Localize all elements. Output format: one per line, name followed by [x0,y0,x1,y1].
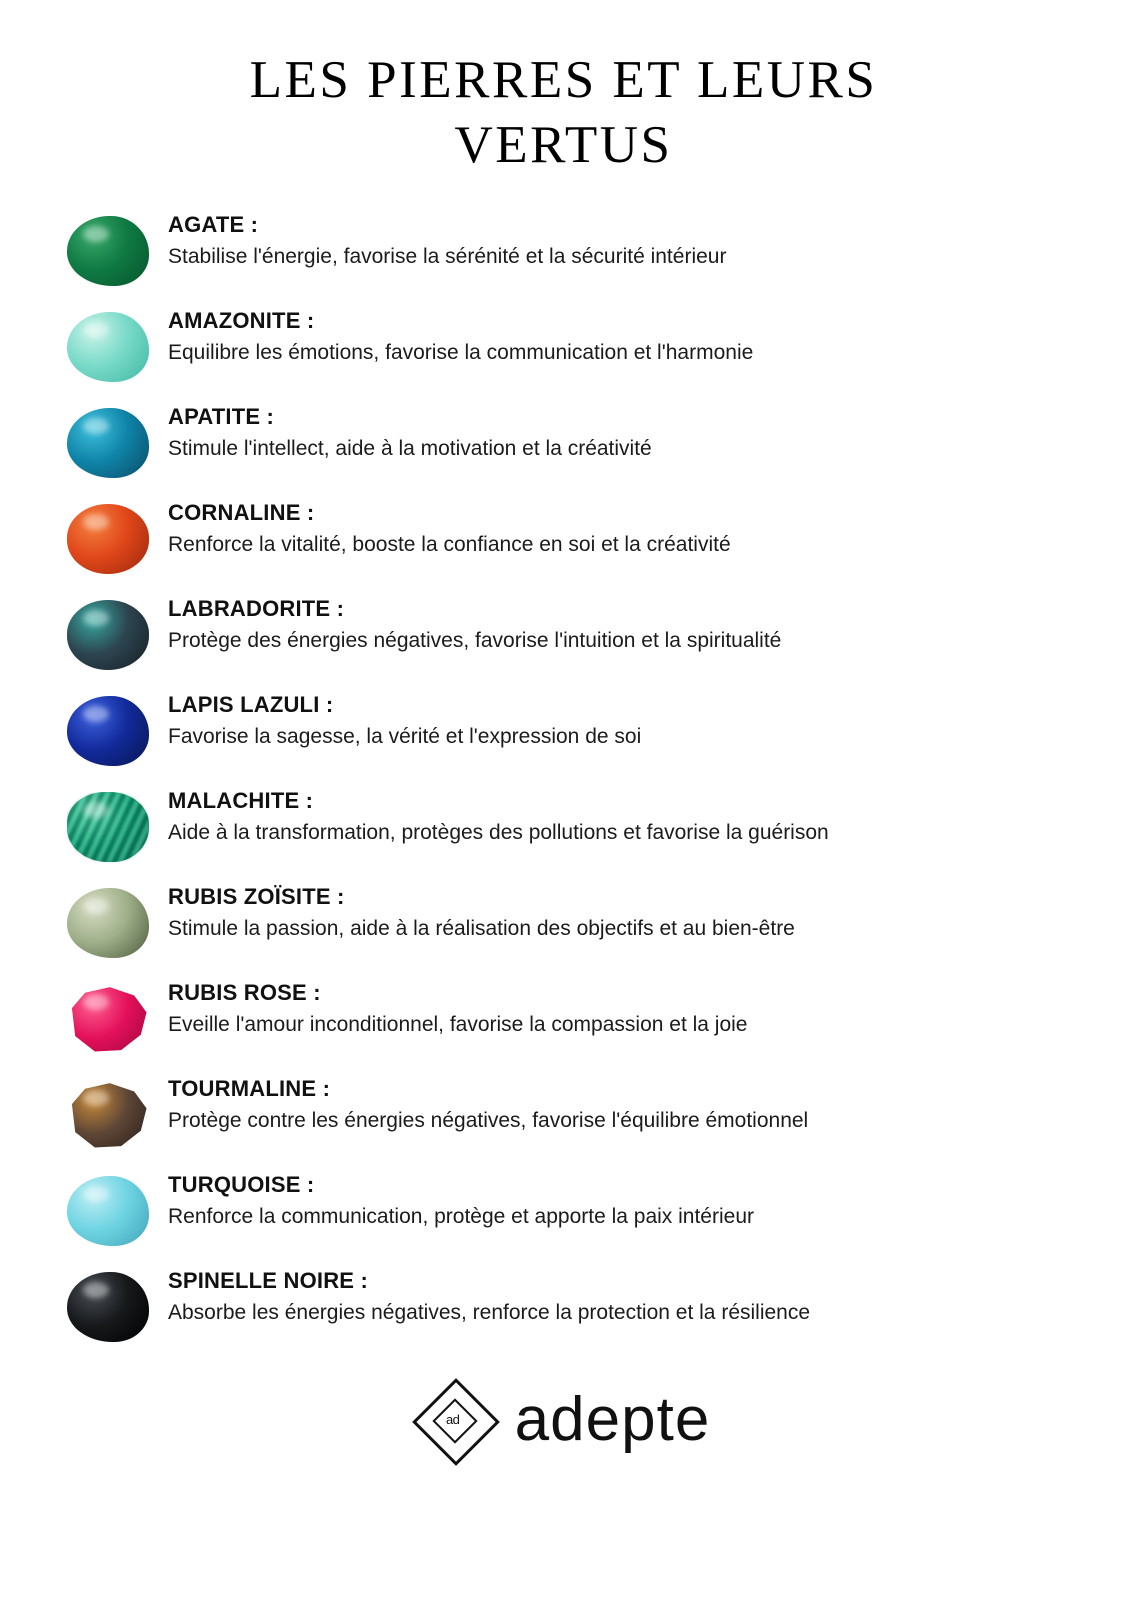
stone-text-block [168,493,1067,559]
list-item [0,685,1127,781]
stone-description: Eveille l'amour inconditionnel, favorise la compassion et la joie [168,1012,748,1036]
stone-description: Renforce la vitalité, booste la confiance en soi et la créativité [168,532,731,556]
brand-footer [0,1383,1127,1455]
stone-name: AGATE : [168,212,259,238]
stone-text-block [168,973,1067,1039]
stone-text-block [168,877,1067,943]
stone-description: Absorbe les énergies négatives, renforce la protection et la résilience [168,1300,811,1324]
stone-name: LABRADORITE : [168,596,345,622]
amazonite-stone-icon [67,312,149,382]
stone-description: Stimule l'intellect, aide à la motivation et la créativité [168,436,652,460]
stone-image [48,397,168,489]
stone-description: Stimule la passion, aide à la réalisation des objectifs et au bien-être [168,916,795,940]
logo-mark-text: ad [445,1411,460,1427]
stone-text-block [168,1069,1067,1135]
stone-body [67,312,149,382]
list-item [0,1165,1127,1261]
stone-description: Renforce la communication, protège et apporte la paix intérieur [168,1204,754,1228]
stone-description: Protège contre les énergies négatives, favorise l'équilibre émotionnel [168,1108,809,1132]
labradorite-stone-icon [67,600,149,670]
agate-stone-icon [67,216,149,286]
stone-name: LAPIS LAZULI : [168,692,334,718]
stone-body [67,888,149,958]
stone-image [48,493,168,585]
stone-name: RUBIS ROSE : [168,980,321,1006]
stone-image [48,1165,168,1257]
turquoise-stone-icon [67,1176,149,1246]
stone-body [67,1176,149,1246]
title-block [0,0,1127,177]
stone-text-block [168,1261,1067,1327]
stone-image [48,301,168,393]
stone-image [48,877,168,969]
stone-text-block [168,1165,1067,1231]
stone-image [48,685,168,777]
stone-body [67,504,149,574]
stone-image [48,589,168,681]
list-item [0,877,1127,973]
stone-body [67,408,149,478]
stone-list [0,205,1127,1357]
stone-text-block [168,589,1067,655]
stone-description: Protège des énergies négatives, favorise l'intuition et la spiritualité [168,628,782,652]
brand-name: adepte [514,1384,711,1454]
stone-text-block [168,781,1067,847]
stone-name: MALACHITE : [168,788,314,814]
stone-name: SPINELLE NOIRE : [168,1268,368,1294]
list-item [0,493,1127,589]
stone-text-block [168,301,1067,367]
list-item [0,1261,1127,1357]
stone-image [48,1069,168,1161]
malachite-stone-icon [67,792,149,862]
stone-image [48,205,168,297]
stone-body [67,696,149,766]
list-item [0,589,1127,685]
stone-banding [67,792,149,862]
stone-name: RUBIS ZOÏSITE : [168,884,345,910]
list-item [0,397,1127,493]
page-title: LES PIERRES ET LEURS VERTUS [249,51,878,174]
stone-description: Stabilise l'énergie, favorise la sérénité et la sécurité intérieur [168,244,727,268]
list-item [0,973,1127,1069]
stone-body [67,1080,149,1150]
list-item [0,1069,1127,1165]
stone-text-block [168,685,1067,751]
stone-name: CORNALINE : [168,500,315,526]
stone-name: TOURMALINE : [168,1076,331,1102]
diamond-logo-icon [417,1383,489,1455]
stone-image [48,973,168,1065]
list-item [0,301,1127,397]
stone-body [67,1272,149,1342]
stone-image [48,1261,168,1353]
rubis-zoisite-stone-icon [67,888,149,958]
stone-name: AMAZONITE : [168,308,315,334]
cornaline-stone-icon [67,504,149,574]
stone-description: Favorise la sagesse, la vérité et l'expression de soi [168,724,642,748]
stone-description: Aide à la transformation, protèges des pollutions et favorise la guérison [168,820,829,844]
stone-name: APATITE : [168,404,275,430]
stone-body [67,216,149,286]
stone-text-block [168,397,1067,463]
tourmaline-stone-icon [67,1080,149,1150]
stone-name: TURQUOISE : [168,1172,315,1198]
spinelle-noire-stone-icon [67,1272,149,1342]
stone-body [67,984,149,1054]
stone-image [48,781,168,873]
lapis-lazuli-stone-icon [67,696,149,766]
list-item [0,205,1127,301]
rubis-rose-stone-icon [67,984,149,1054]
list-item [0,781,1127,877]
stone-body [67,600,149,670]
stone-description: Equilibre les émotions, favorise la communication et l'harmonie [168,340,754,364]
stone-text-block [168,205,1067,271]
apatite-stone-icon [67,408,149,478]
